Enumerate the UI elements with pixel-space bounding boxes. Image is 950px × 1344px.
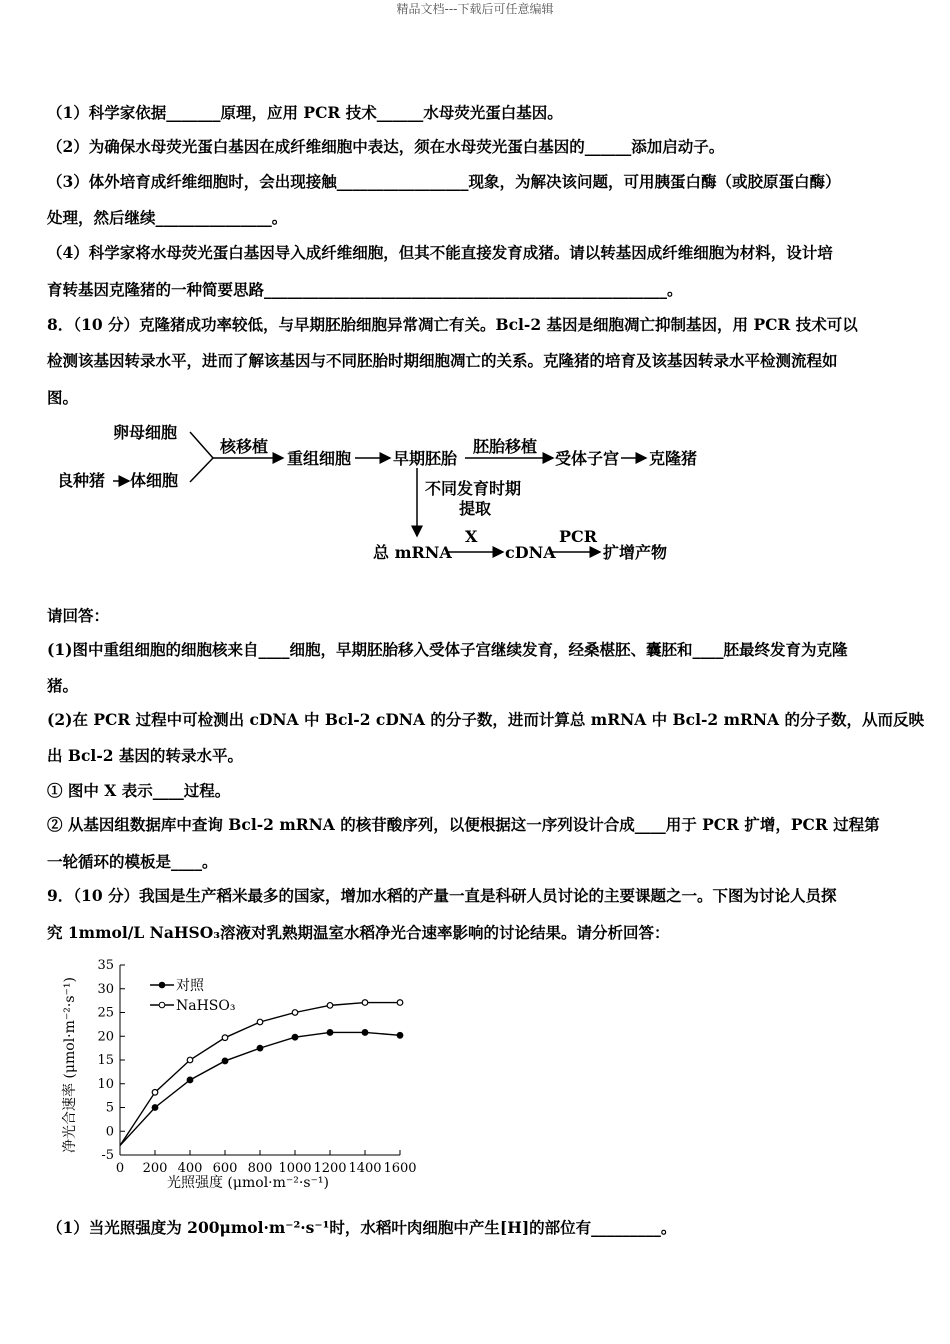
data-point — [222, 1058, 228, 1064]
x-tick-label: 200 — [142, 1161, 168, 1176]
text-line: 猪。 — [47, 676, 79, 695]
x-tick-label: 1200 — [313, 1161, 347, 1176]
flow-oocyte: 卵母细胞 — [113, 423, 178, 442]
flow-bracket — [190, 432, 213, 482]
page-header: 精品文档---下载后可任意编辑 — [396, 2, 554, 16]
text-line: ① 图中 X 表示____过程。 — [47, 781, 231, 800]
text-line: (2)在 PCR 过程中可检测出 cDNA 中 Bcl-2 cDNA 的分子数，进而计算总 mRNA 中 Bcl-2 mRNA 的分子数，从而反映 — [47, 710, 924, 729]
text-line: ② 从基因组数据库中查询 Bcl-2 mRNA 的核苷酸序列，以便根据这一序列设计合成____用于 PCR 扩增，PCR 过程第 — [47, 815, 880, 834]
text-line: 一轮循环的模板是____。 — [47, 852, 218, 871]
flow-recombinant-cell: 重组细胞 — [287, 449, 352, 468]
x-tick-label: 800 — [247, 1161, 273, 1176]
text-line: （3）体外培育成纤维细胞时，会出现接触_________________现象，为解决该问题，可用胰蛋白酶（或胶原蛋白酶） — [47, 172, 841, 191]
cloning-flow-diagram — [55, 418, 755, 568]
photosynthesis-chart — [58, 955, 438, 1195]
x-tick-label: 0 — [115, 1161, 125, 1176]
flow-x-label: X — [465, 527, 478, 546]
data-point — [327, 1030, 333, 1036]
text-line: 检测该基因转录水平，进而了解该基因与不同胚胎时期细胞凋亡的关系。克隆猪的培育及该基因转录水平检测流程如 — [47, 351, 838, 370]
question-8-text: 8．（10 分）克隆猪成功率较低，与早期胚胎细胞异常凋亡有关。Bcl-2 基因是细胞凋亡抑制基因，用 PCR 技术可以 — [47, 315, 858, 334]
legend-label: NaHSO₃ — [176, 998, 236, 1014]
data-point — [362, 1030, 368, 1036]
legend-label: 对照 — [176, 978, 204, 994]
legend-marker — [159, 1002, 165, 1008]
data-point — [257, 1045, 263, 1051]
flow-nt-label: 核移植 — [220, 437, 269, 456]
data-point — [152, 1105, 158, 1111]
flow-recipient-uterus: 受体子宫 — [555, 449, 620, 468]
text-line: 育转基因克隆猪的一种简要思路____________________________________________________。 — [47, 280, 683, 299]
y-tick-label: 10 — [97, 1076, 114, 1092]
text-line: （2）为确保水母荧光蛋白基因在成纤维细胞中表达，须在水母荧光蛋白基因的______添加启动子。 — [47, 137, 725, 156]
flow-product: 扩增产物 — [603, 543, 668, 562]
y-tick-label: 15 — [97, 1053, 114, 1068]
text-line: (1)图中重组细胞的细胞核来自____细胞，早期胚胎移入受体子宫继续发育，经桑椹胚、囊胚和____胚最终发育为克隆 — [47, 640, 848, 659]
flow-pig: 良种猪 — [57, 471, 106, 490]
data-point — [222, 1035, 228, 1041]
text-line: 请回答： — [47, 606, 110, 625]
flow-stage-label: 不同发育时期 — [425, 479, 522, 498]
y-axis-label: 净光合速率 (μmol·m⁻²·s⁻¹) — [62, 976, 78, 1154]
x-tick-label: 1000 — [278, 1161, 312, 1176]
flow-cdna: cDNA — [505, 543, 556, 562]
data-point — [257, 1019, 263, 1025]
data-point — [292, 1010, 298, 1016]
flow-total-mrna: 总 mRNA — [373, 543, 452, 562]
text-line: 图。 — [47, 388, 79, 407]
x-tick-label: 1600 — [383, 1161, 417, 1176]
text-line: （1）当光照强度为 200μmol·m⁻²·s⁻¹时，水稻叶肉细胞中产生[H]的部位有_________。 — [47, 1218, 677, 1237]
data-point — [362, 1000, 368, 1006]
data-point — [292, 1034, 298, 1040]
x-tick-label: 1400 — [348, 1161, 382, 1176]
y-tick-label: 20 — [97, 1029, 114, 1045]
text-line: （4）科学家将水母荧光蛋白基因导入成纤维细胞，但其不能直接发育成猪。请以转基因成纤维细胞为材料，设计培 — [47, 243, 833, 262]
text-line: 出 Bcl-2 基因的转录水平。 — [47, 746, 243, 765]
data-point — [187, 1057, 193, 1063]
legend-marker — [159, 982, 165, 988]
data-point — [397, 1000, 403, 1006]
data-point — [327, 1003, 333, 1009]
flow-early-embryo: 早期胚胎 — [393, 449, 458, 468]
x-axis-label: 光照强度 (μmol·m⁻²·s⁻¹) — [166, 1175, 330, 1191]
flow-cloned-pig: 克隆猪 — [649, 449, 698, 468]
y-tick-label: 5 — [105, 1100, 114, 1116]
x-tick-label: 400 — [177, 1161, 203, 1176]
question-9-text: 9．（10 分）我国是生产稻米最多的国家，增加水稻的产量一直是科研人员讨论的主要课题之一。下图为讨论人员探 — [47, 886, 837, 905]
x-tick-label: 600 — [212, 1161, 238, 1176]
flow-extract-label: 提取 — [459, 499, 492, 518]
data-point — [187, 1077, 193, 1083]
y-tick-label: 30 — [97, 981, 114, 997]
data-point — [397, 1033, 403, 1039]
y-tick-label: 35 — [97, 958, 114, 973]
y-tick-label: 25 — [97, 1005, 114, 1021]
data-point — [152, 1090, 158, 1096]
flow-pcr-label: PCR — [559, 527, 598, 546]
text-line: （1）科学家依据_______原理，应用 PCR 技术______水母荧光蛋白基因。 — [47, 103, 563, 122]
flow-transfer-label: 胚胎移植 — [473, 437, 538, 456]
y-tick-label: 0 — [105, 1124, 114, 1140]
text-line: 究 1mmol/L NaHSO₃溶液对乳熟期温室水稻净光合速率影响的讨论结果。请分析回答： — [47, 923, 670, 942]
flow-somatic: 体细胞 — [130, 471, 179, 490]
text-line: 处理，然后继续_______________。 — [47, 208, 288, 227]
y-tick-label: -5 — [101, 1148, 114, 1163]
